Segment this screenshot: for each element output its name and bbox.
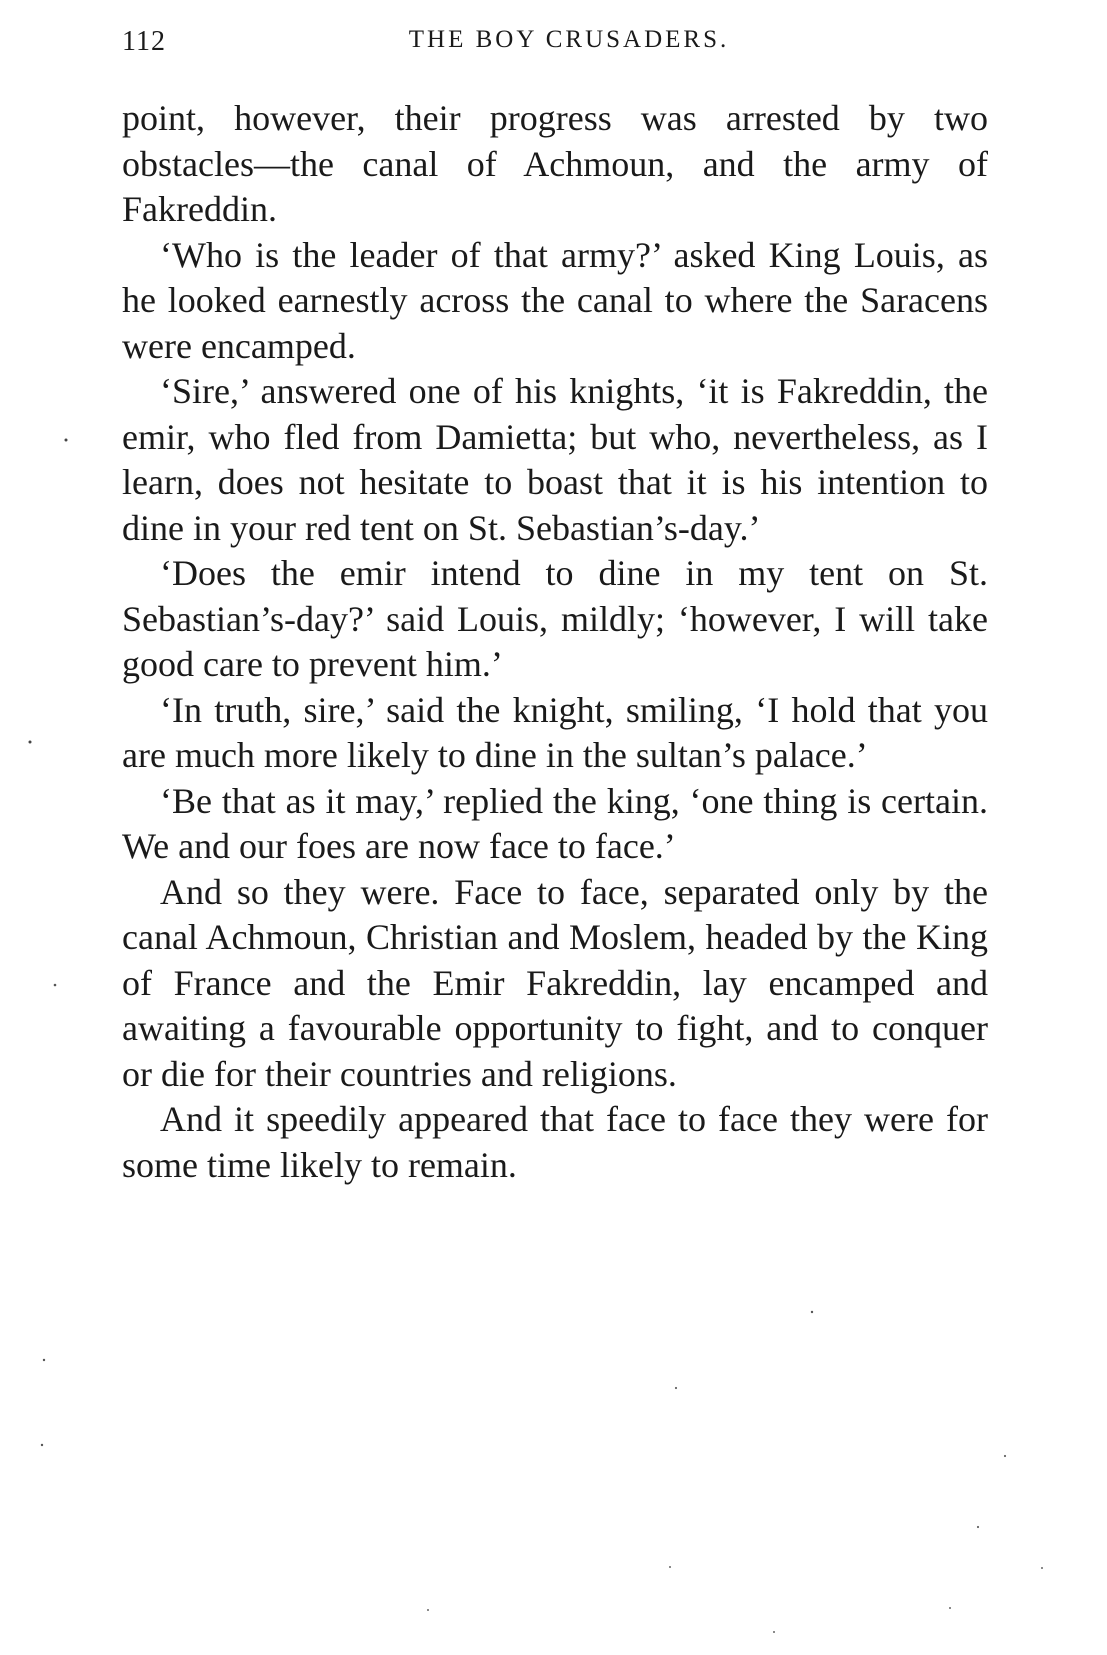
paragraph-2: ‘Who is the leader of that army?’ asked King Louis, as he looked earnestly across the canal to where the Saracens were encamped.	[122, 234, 988, 366]
page-number: 112	[122, 26, 166, 57]
paragraph-3: ‘Sire,’ answered one of his knights, ‘it is Fakreddin, the emir, who fled from Damietta; but who, nevertheless, as I learn, does not hesitate to boast that it is his intention to dine in your red tent on St. Sebastian’s-day.’	[122, 371, 988, 548]
paragraph-5: ‘In truth, sire,’ said the knight, smiling, ‘I hold that you are much more likely to dine in the sultan’s palace.’	[122, 689, 988, 775]
paragraph-8: And it speedily appeared that face to face they were for some time likely to remain.	[122, 1099, 988, 1185]
paragraph-1: point, however, their progress was arrested by two obstacles—the canal of Achmoun, and the army of Fakreddin.	[122, 98, 988, 229]
body-text	[122, 96, 988, 1188]
paragraph-6: ‘Be that as it may,’ replied the king, ‘one thing is certain. We and our foes are now face to face.’	[122, 780, 988, 866]
paragraph-7: And so they were. Face to face, separated only by the canal Achmoun, Christian and Moslem, headed by the King of France and the Emir Fakreddin, lay encamped and awaiting a favourable opportunity to fight, and to conquer or die for their countries and religions.	[122, 871, 988, 1094]
paragraph-4: ‘Does the emir intend to dine in my tent on St. Sebastian’s-day?’ said Louis, mildly; ‘however, I will take good care to prevent him.’	[122, 553, 988, 684]
running-title: THE BOY CRUSADERS.	[408, 26, 730, 53]
running-head	[122, 26, 988, 66]
